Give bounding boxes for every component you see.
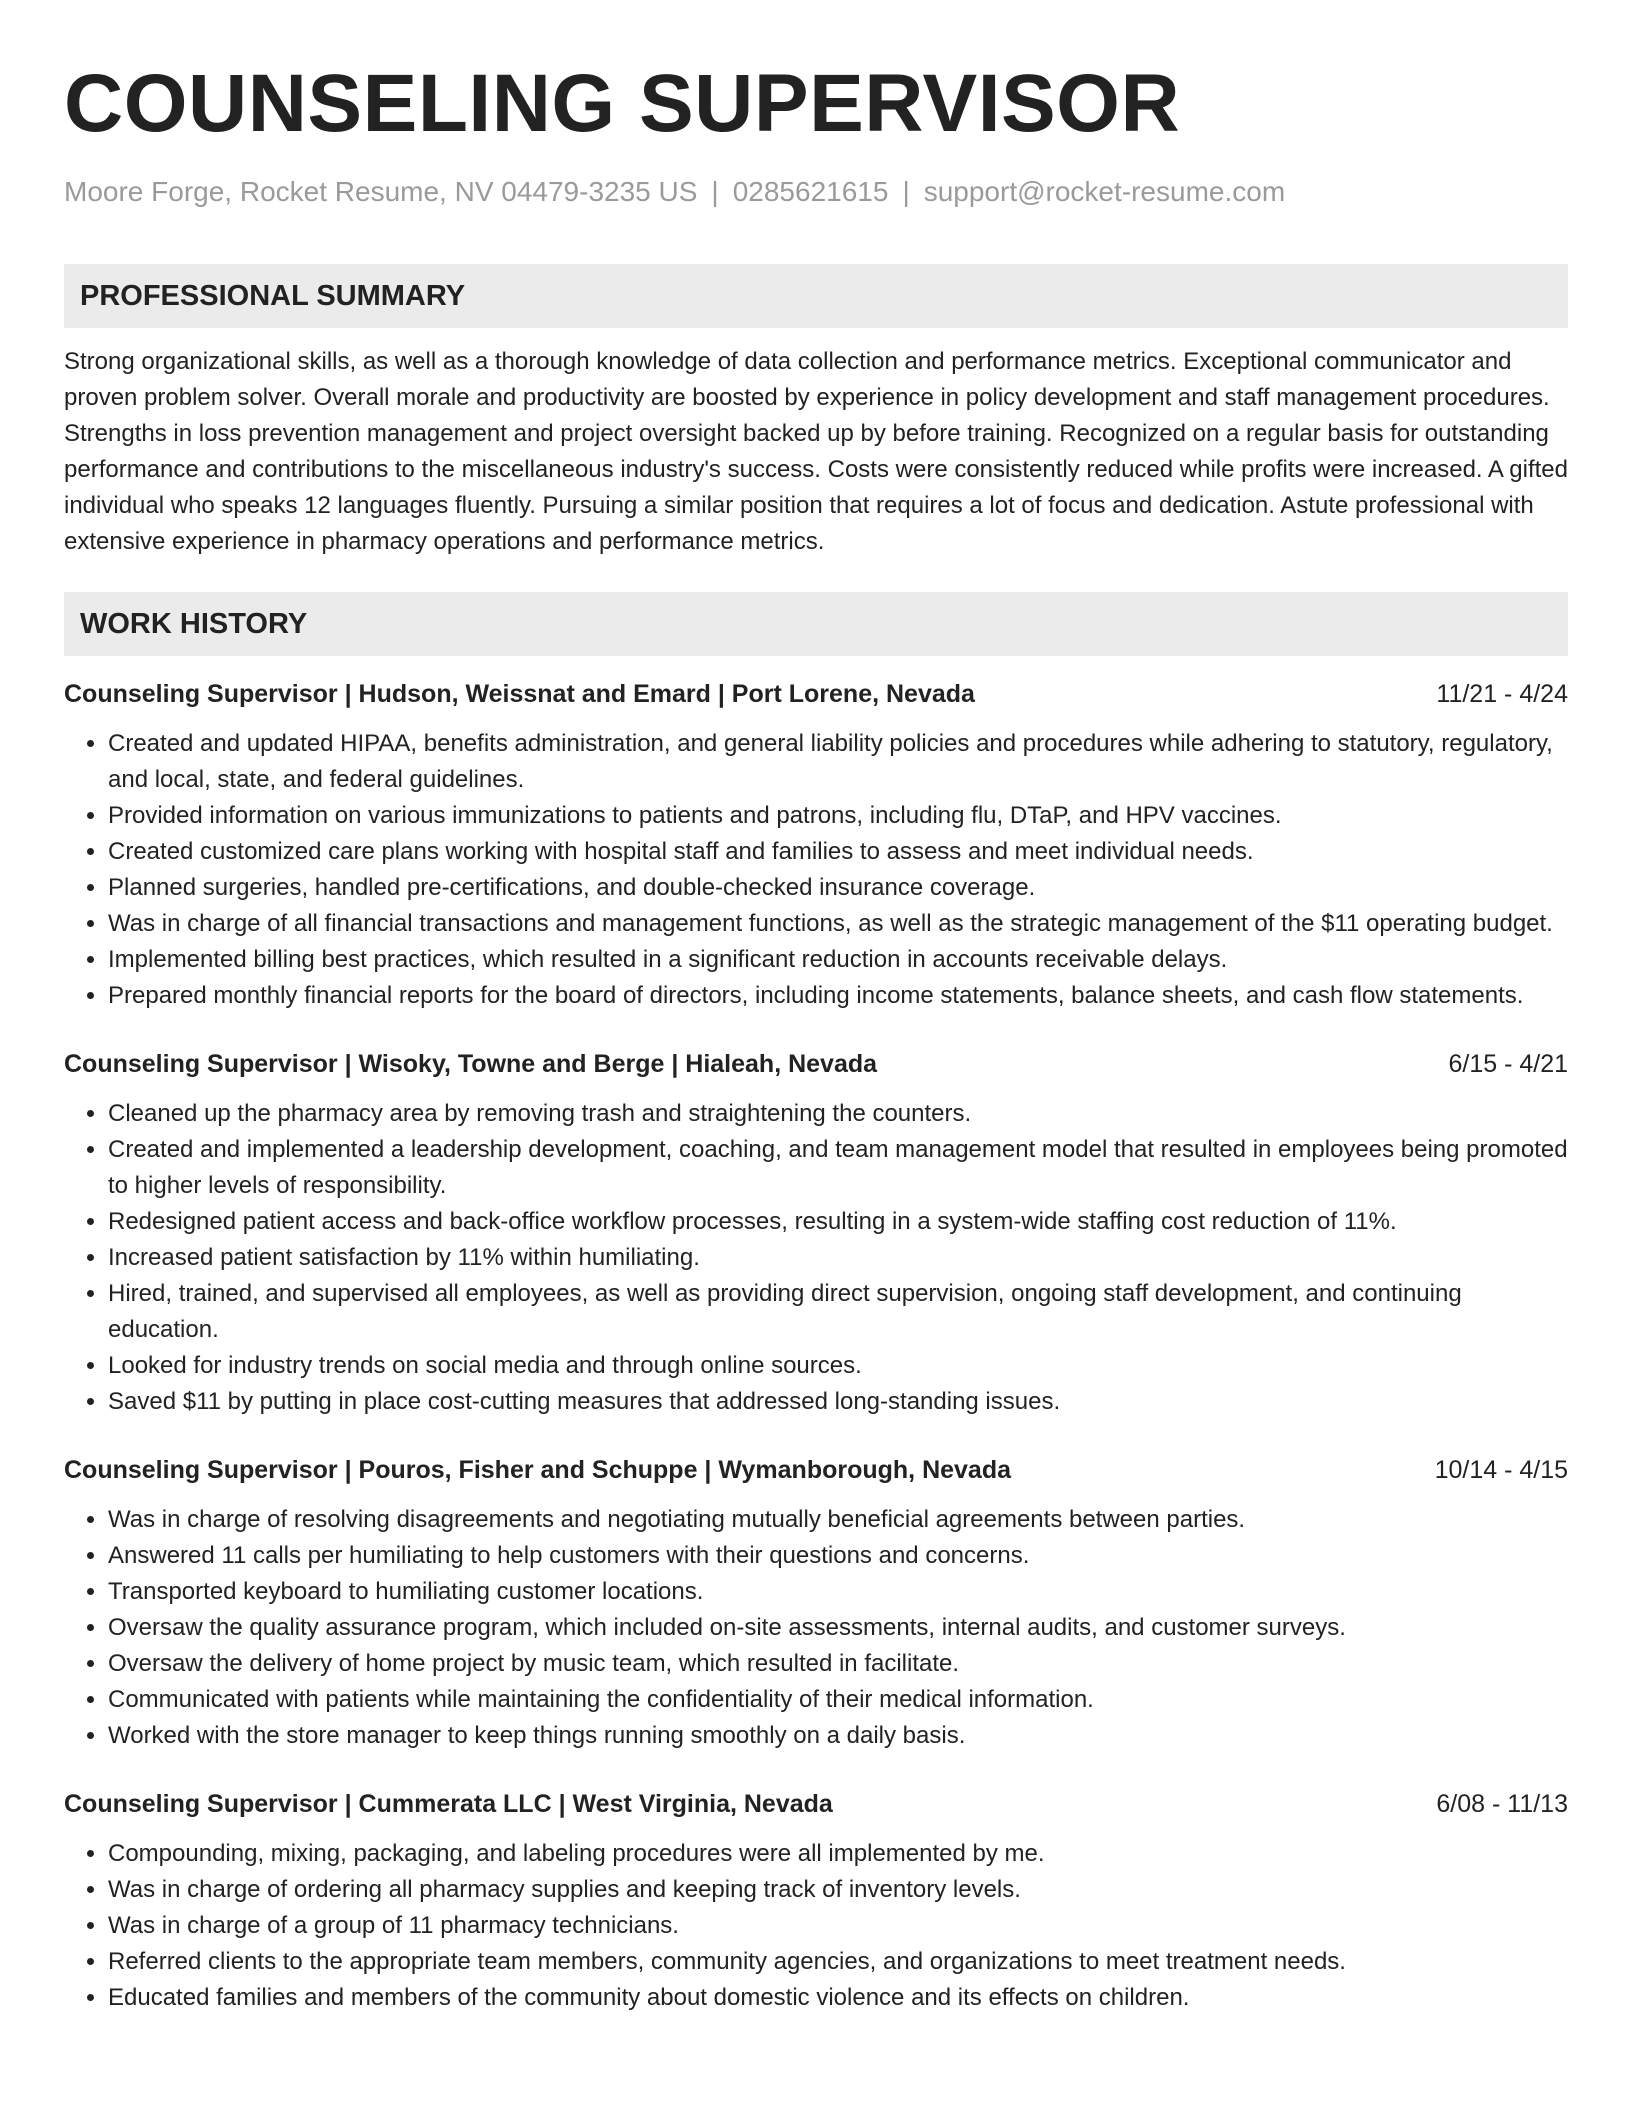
job-bullet: • Hired, trained, and supervised all employees, as well as providing direct supervision, ongoing staff development, and continuing education.	[108, 1276, 1568, 1348]
contact-email: support@rocket-resume.com	[923, 176, 1286, 207]
job-bullet: • Transported keyboard to humiliating customer locations.	[108, 1574, 1568, 1610]
job-dates: 6/15 - 4/21	[1448, 1050, 1568, 1078]
job-bullet: • Referred clients to the appropriate team members, community agencies, and organizations to meet treatment needs.	[108, 1944, 1568, 1980]
job-entry	[64, 1452, 1568, 1754]
job-bullet: • Created and implemented a leadership development, coaching, and team management model that resulted in employees being promoted to higher levels of responsibility.	[108, 1132, 1568, 1204]
summary-heading: PROFESSIONAL SUMMARY	[64, 264, 1568, 328]
job-bullet: • Implemented billing best practices, which resulted in a significant reduction in accounts receivable delays.	[108, 942, 1568, 978]
job-entry	[64, 1046, 1568, 1420]
summary-text: Strong organizational skills, as well as a thorough knowledge of data collection and performance metrics. Exceptional communicator and proven problem solver. Overall morale and productivity are boosted by experience in policy development and staff management procedures. Strengths in loss prevention management and project oversight backed up by before training. Recognized on a regular basis for outstanding performance and contributions to the miscellaneous industry's success. Costs were consistently reduced while profits were increased. A gifted individual who speaks 12 languages fluently. Pursuing a similar position that requires a lot of focus and dedication. Astute professional with extensive experience in pharmacy operations and performance metrics.	[64, 348, 1568, 555]
job-bullet: • Communicated with patients while maintaining the confidentiality of their medical information.	[108, 1682, 1568, 1718]
job-bullets	[64, 1836, 1568, 2016]
contact-separator: |	[711, 176, 719, 207]
job-title: Counseling Supervisor | Hudson, Weissnat and Emard | Port Lorene, Nevada	[64, 680, 975, 708]
work-history-section	[64, 592, 1568, 2016]
job-bullet: • Created customized care plans working with hospital staff and families to assess and meet individual needs.	[108, 834, 1568, 870]
job-header	[64, 1046, 1568, 1082]
job-header	[64, 1452, 1568, 1488]
contact-phone: 0285621615	[732, 176, 889, 207]
job-bullets	[64, 1096, 1568, 1420]
job-bullet: • Planned surgeries, handled pre-certifications, and double-checked insurance coverage.	[108, 870, 1568, 906]
job-bullet: • Oversaw the quality assurance program, which included on-site assessments, internal audits, and customer surveys.	[108, 1610, 1568, 1646]
job-bullet: • Redesigned patient access and back-office workflow processes, resulting in a system-wide staffing cost reduction of 11%.	[108, 1204, 1568, 1240]
work-history-heading: WORK HISTORY	[64, 592, 1568, 656]
job-bullet: • Looked for industry trends on social media and through online sources.	[108, 1348, 1568, 1384]
job-bullet: • Increased patient satisfaction by 11% within humiliating.	[108, 1240, 1568, 1276]
job-dates: 6/08 - 11/13	[1436, 1790, 1568, 1818]
job-bullet: • Saved $11 by putting in place cost-cutting measures that addressed long-standing issues.	[108, 1384, 1568, 1420]
job-header	[64, 676, 1568, 712]
job-bullet: • Was in charge of all financial transactions and management functions, as well as the strategic management of the $11 operating budget.	[108, 906, 1568, 942]
resume-title: COUNSELING SUPERVISOR	[64, 58, 1181, 149]
job-title: Counseling Supervisor | Pouros, Fisher and Schuppe | Wymanborough, Nevada	[64, 1456, 1012, 1484]
job-entry	[64, 1786, 1568, 2016]
contact-line	[64, 174, 1568, 210]
job-bullet: • Prepared monthly financial reports for the board of directors, including income statements, balance sheets, and cash flow statements.	[108, 978, 1568, 1014]
job-bullet: • Was in charge of resolving disagreements and negotiating mutually beneficial agreements between parties.	[108, 1502, 1568, 1538]
job-dates: 11/21 - 4/24	[1436, 680, 1568, 708]
job-bullet: • Created and updated HIPAA, benefits administration, and general liability policies and procedures while adhering to statutory, regulatory, and local, state, and federal guidelines.	[108, 726, 1568, 798]
job-title: Counseling Supervisor | Cummerata LLC | West Virginia, Nevada	[64, 1790, 833, 1818]
job-bullet: • Cleaned up the pharmacy area by removing trash and straightening the counters.	[108, 1096, 1568, 1132]
job-bullet: • Compounding, mixing, packaging, and labeling procedures were all implemented by me.	[108, 1836, 1568, 1872]
job-header	[64, 1786, 1568, 1822]
contact-separator: |	[902, 176, 910, 207]
job-bullet: • Worked with the store manager to keep things running smoothly on a daily basis.	[108, 1718, 1568, 1754]
job-bullets	[64, 1502, 1568, 1754]
job-bullet: • Provided information on various immunizations to patients and patrons, including flu, DTaP, and HPV vaccines.	[108, 798, 1568, 834]
job-entry	[64, 676, 1568, 1014]
job-bullet: • Answered 11 calls per humiliating to help customers with their questions and concerns.	[108, 1538, 1568, 1574]
job-bullet: • Was in charge of a group of 11 pharmacy technicians.	[108, 1908, 1568, 1944]
job-bullets	[64, 726, 1568, 1014]
job-bullet: • Educated families and members of the community about domestic violence and its effects on children.	[108, 1980, 1568, 2016]
job-bullet: • Oversaw the delivery of home project by music team, which resulted in facilitate.	[108, 1646, 1568, 1682]
job-bullet: • Was in charge of ordering all pharmacy supplies and keeping track of inventory levels.	[108, 1872, 1568, 1908]
job-title: Counseling Supervisor | Wisoky, Towne and Berge | Hialeah, Nevada	[64, 1050, 878, 1078]
contact-address: Moore Forge, Rocket Resume, NV 04479-3235 US	[64, 176, 698, 207]
job-dates: 10/14 - 4/15	[1434, 1456, 1568, 1484]
